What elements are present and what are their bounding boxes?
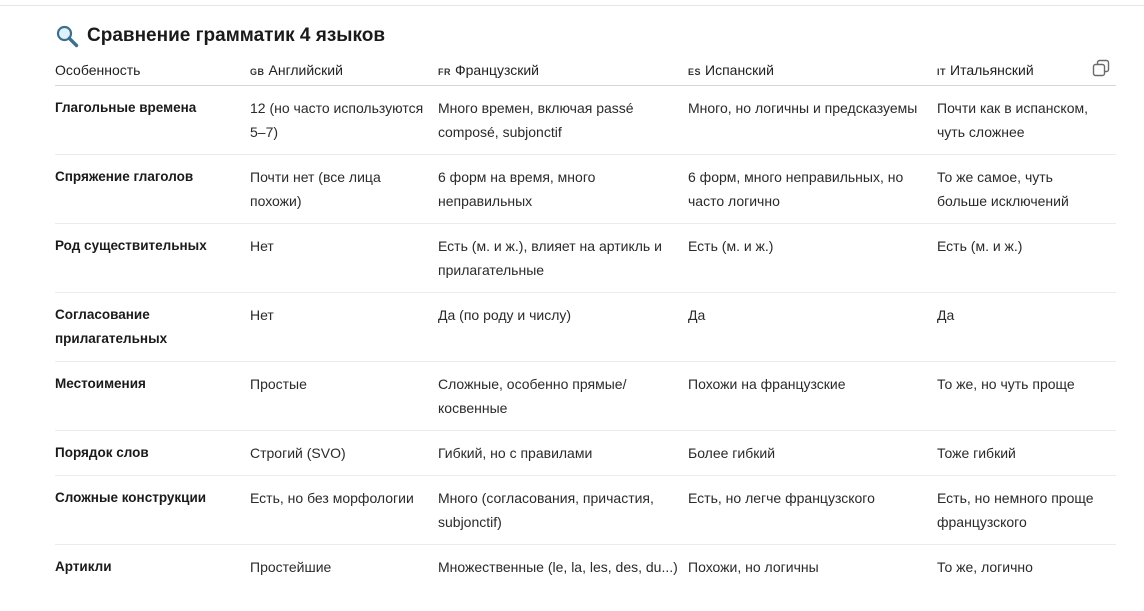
table-cell: Простые [250, 362, 438, 431]
magnifier-icon [55, 24, 79, 48]
table-cell: Гибкий, но с правилами [438, 431, 688, 476]
feature-cell: Артикли [55, 559, 112, 574]
table-row [55, 155, 1116, 224]
feature-cell: Род существительных [55, 224, 250, 293]
column-header [688, 54, 937, 86]
top-divider [0, 5, 1144, 6]
table-row [55, 476, 1116, 545]
table-row [55, 293, 1116, 362]
table-cell: Множественные (le, la, les, des, du...) [438, 559, 678, 575]
column-header-label: Английский [268, 61, 343, 78]
feature-cell: Глагольные времена [55, 86, 250, 155]
table-cell: То же, но чуть проще [937, 362, 1116, 431]
table-cell: Строгий (SVO) [250, 431, 438, 476]
table-row [55, 86, 1116, 155]
table-cell: Похожи на французские [688, 362, 937, 431]
table-cell: Похожи, но логичны [688, 559, 819, 575]
table-cell: Более гибкий [688, 431, 937, 476]
table-cell: Есть, но легче французского [688, 476, 937, 545]
table-cell: Нет [250, 293, 438, 362]
table-cell: 6 форм, много неправильных, но часто логично [688, 155, 937, 224]
comparison-table [55, 54, 1116, 589]
table-cell: Много времен, включая passé composé, subjonctif [438, 86, 688, 155]
table-cell: Тоже гибкий [937, 431, 1116, 476]
table-row [55, 431, 1116, 476]
table-cell: Есть, но немного проще французского [937, 476, 1116, 545]
column-header [438, 54, 688, 86]
table-cell: То же самое, чуть больше исключений [937, 155, 1116, 224]
column-header [250, 54, 438, 86]
table-cell: 6 форм на время, много неправильных [438, 155, 688, 224]
feature-cell: Местоимения [55, 362, 250, 431]
table-cell: Много, но логичны и предсказуемы [688, 86, 937, 155]
table-cell: Простейшие [250, 559, 332, 575]
table-cell: Сложные, особенно прямые/косвенные [438, 362, 688, 431]
column-header-label: Особенность [55, 61, 141, 78]
table-cell: То же, логично [937, 559, 1033, 575]
feature-cell: Сложные конструкции [55, 476, 250, 545]
column-header-label: Испанский [705, 61, 774, 78]
table-row [55, 362, 1116, 431]
feature-cell: Порядок слов [55, 431, 250, 476]
column-header [55, 54, 250, 86]
table-cell: 12 (но часто используются 5–7) [250, 86, 438, 155]
table-cell: Да (по роду и числу) [438, 293, 688, 362]
table-cell: Да [937, 293, 1116, 362]
table-cell: Нет [250, 224, 438, 293]
section-heading [55, 24, 385, 48]
table-cell: Почти нет (все лица похожи) [250, 155, 438, 224]
table-cell: Есть (м. и ж.), влияет на артикль и прилагательные [438, 224, 688, 293]
table-header-row [55, 54, 1116, 86]
section-title: Сравнение грамматик 4 языков [87, 25, 386, 46]
table-row [55, 545, 1116, 590]
table-cell: Есть, но без морфологии [250, 476, 438, 545]
table-cell: Да [688, 293, 937, 362]
table-row [55, 224, 1116, 293]
table-cell: Есть (м. и ж.) [937, 224, 1116, 293]
feature-cell: Согласование прилагательных [55, 293, 250, 362]
table-cell: Почти как в испанском, чуть сложнее [937, 86, 1116, 155]
flag-es-icon: ES [688, 66, 702, 77]
column-header-label: Французский [455, 61, 539, 78]
table-cell: Есть (м. и ж.) [688, 224, 937, 293]
flag-gb-icon: GB [250, 66, 265, 77]
column-header [937, 54, 1116, 86]
column-header-label: Итальянский [950, 61, 1034, 78]
table-cell: Много (согласования, причастия, subjonctif) [438, 476, 688, 545]
flag-fr-icon: FR [438, 66, 451, 77]
flag-it-icon: IT [937, 66, 946, 77]
feature-cell: Спряжение глаголов [55, 155, 250, 224]
